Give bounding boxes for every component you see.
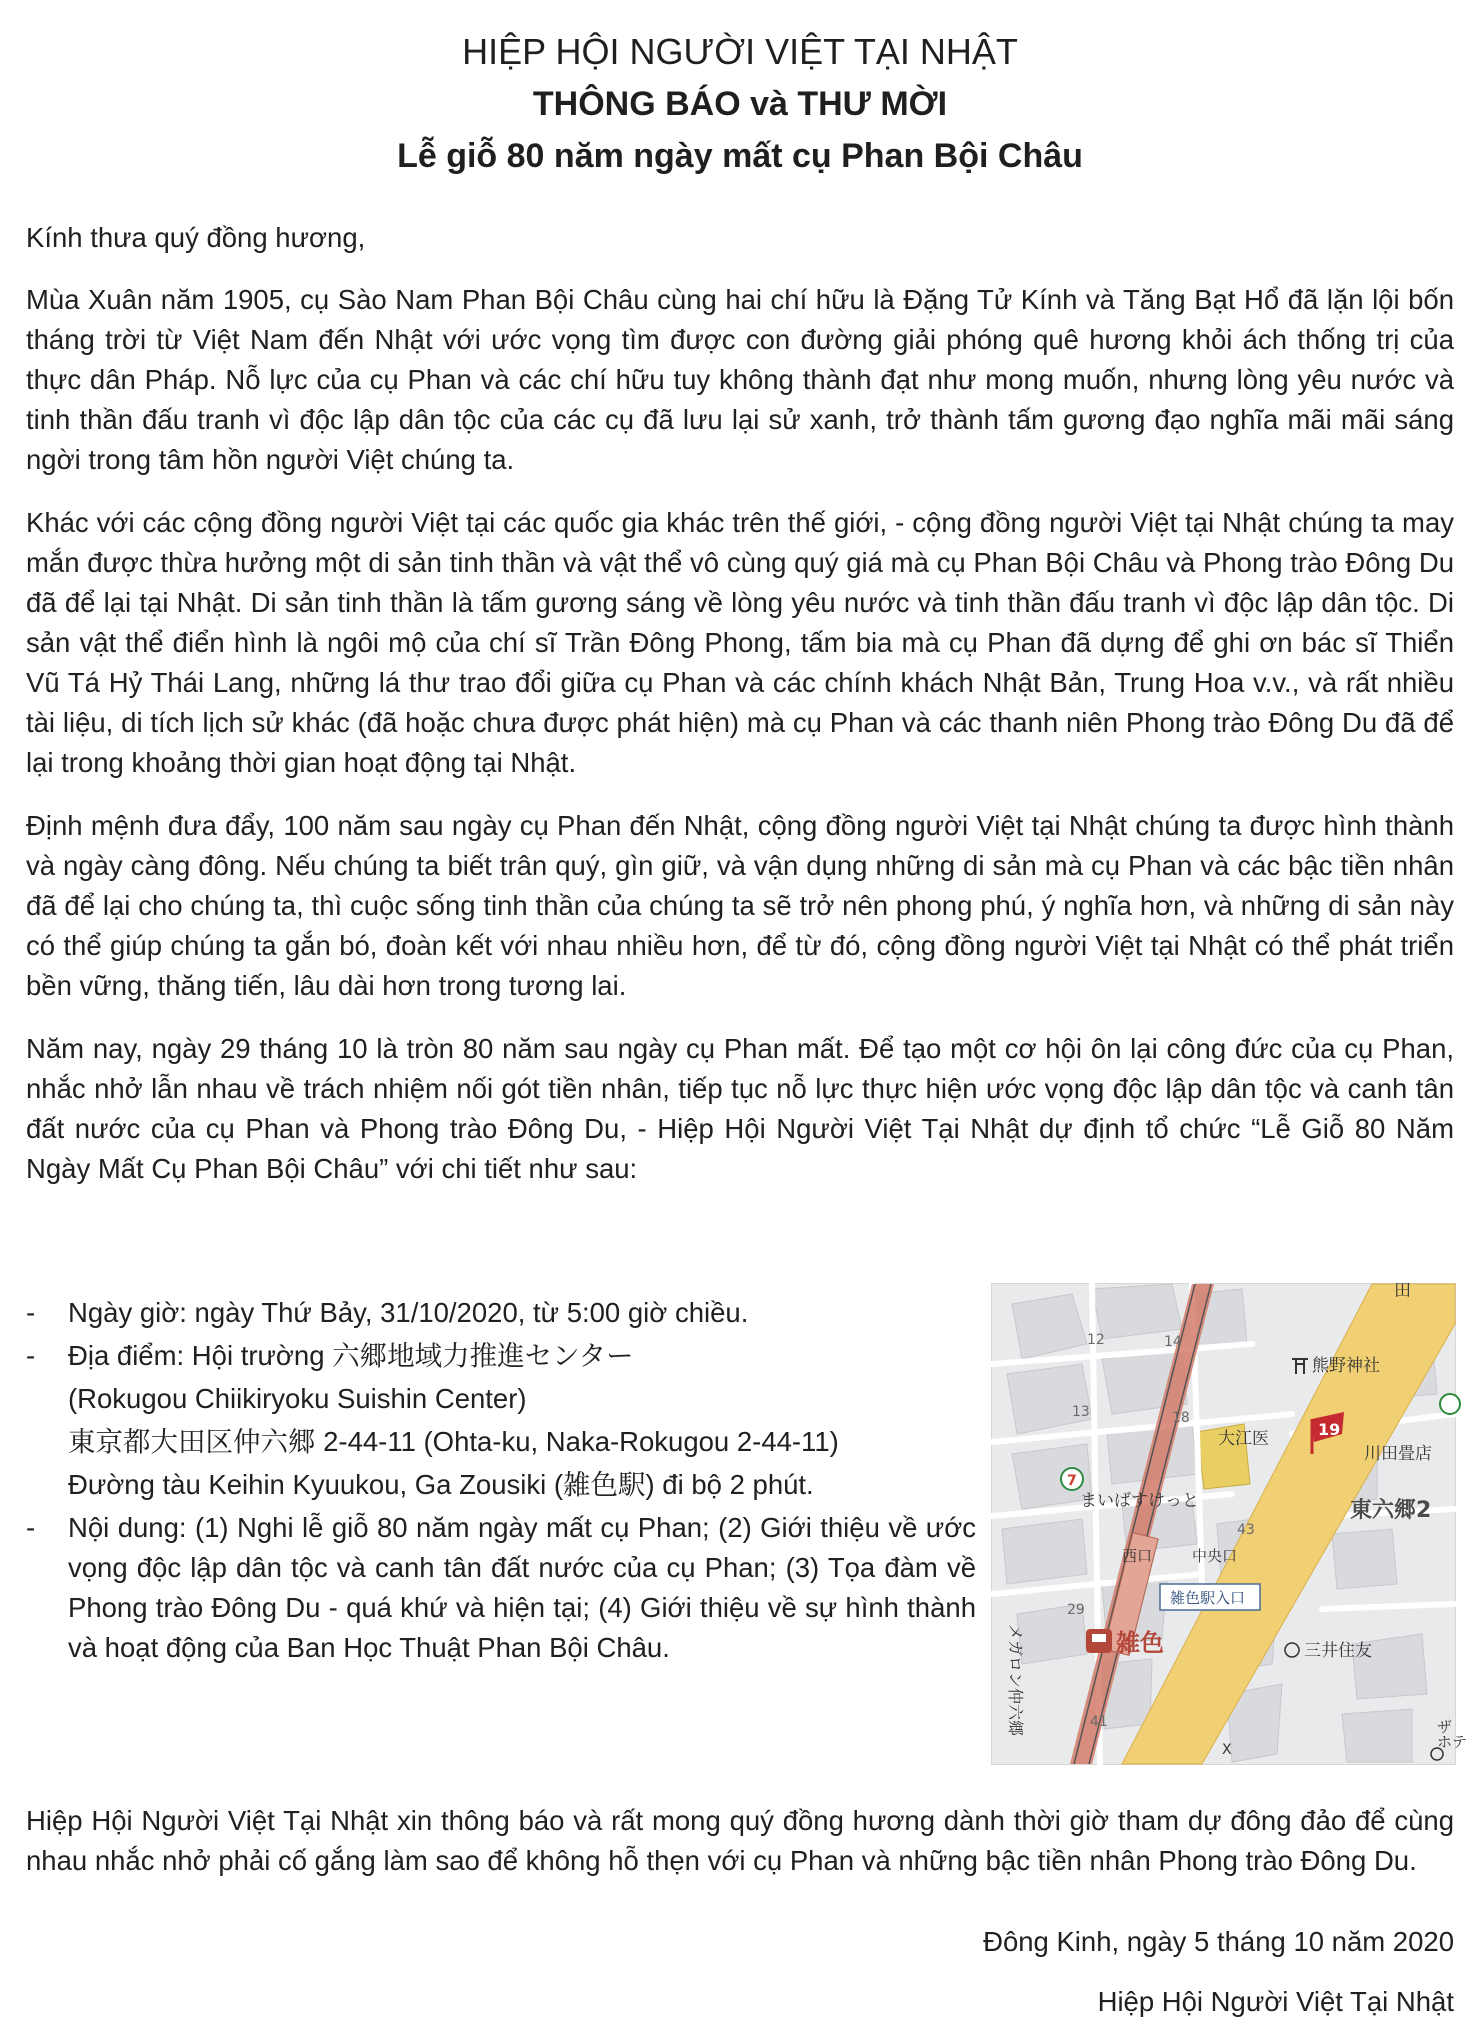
- paragraph-history: Mùa Xuân năm 1905, cụ Sào Nam Phan Bội Châu cùng hai chí hữu là Đặng Tử Kính và Tăng Bạt Hổ đã lặn lội bốn tháng trời từ Việt Nam đến Nhật với ước vọng tìm được con đường giải phóng quê hương khỏi ách thống trị của thực dân Pháp. Nỗ lực của cụ Phan và các chí hữu tuy không thành đạt như mong muốn, nhưng lòng yêu nước và tinh thần đấu tranh vì độc lập dân tộc của các cụ đã lưu lại sử xanh, trở thành tấm gương đạo nghĩa mãi mãi sáng ngời trong tâm hồn người Việt chúng ta.: [26, 284, 1454, 475]
- detail-content: Nội dung: (1) Nghi lễ giỗ 80 năm ngày mất cụ Phan; (2) Giới thiệu về ước vọng độc lập dân tộc và canh tân đất nước của cụ Phan; (3) Tọa đàm về Phong trào Đông Du - quá khứ và hiện tại; (4) Giới thiệu về sự hình thành và hoạt động của Ban Học Thuật Phan Bội Châu.: [68, 1512, 976, 1663]
- document-title: THÔNG BÁO và THƯ MỜI: [532, 85, 948, 123]
- green-marker-icon: [1440, 1394, 1460, 1414]
- signature: Hiệp Hội Người Việt Tại Nhật: [1097, 1986, 1454, 2017]
- detail-venue-romaji: (Rokugou Chiikiryoku Suishin Center): [68, 1383, 527, 1414]
- map-label-mai-basket: まいばすけっと: [1080, 1491, 1199, 1511]
- map-label-oe-clinic: 大江医: [1218, 1429, 1269, 1449]
- paragraph-heritage: Khác với các cộng đồng người Việt tại các quốc gia khác trên thế giới, - cộng đồng người Việt tại Nhật chúng ta may mắn được thừa hưởng một di sản tinh thần và vật thể vô cùng quý giá mà cụ Phan Bội Châu và Phong trào Đông Du đã để lại tại Nhật. Di sản tinh thần là tấm gương sáng về lòng yêu nước và tinh thần đấu tranh vì độc lập dân tộc. Di sản vật thể điển hình là ngôi mộ của chí sĩ Trần Đông Phong, tấm bia mà cụ Phan đã dựng để ghi ơn bác sĩ Thiển Vũ Tá Hỷ Thái Lang, những lá thư trao đổi giữa cụ Phan và các chính khách Nhật Bản, Trung Hoa v.v., và rất nhiều tài liệu, di tích lịch sử khác (đã hoặc chưa được phát hiện) mà cụ Phan và các thanh niên Phong trào Đông Du đã để lại trong khoảng thời gian hoạt động tại Nhật.: [26, 507, 1454, 778]
- closing-paragraph: Hiệp Hội Người Việt Tại Nhật xin thông báo và rất mong quý đồng hương dành thời giờ tham dự đông đảo để cùng nhau nhắc nhở phải cố gắng làm sao để không hỗ thẹn với cụ Phan và những bậc tiền nhân Phong trào Đông Du.: [26, 1804, 1454, 1876]
- detail-time-row: [26, 1293, 976, 1333]
- map-label-kumano-jinja: 熊野神社: [1312, 1356, 1380, 1376]
- map-label-megalon: メガロン仲六郷: [1006, 1624, 1025, 1737]
- location-map: [991, 1281, 1468, 1765]
- block-number: 13: [1072, 1404, 1090, 1420]
- bullet-dash: -: [26, 1512, 36, 1543]
- detail-venue: Địa điểm: Hội trường 六郷地域力推進センター: [68, 1340, 634, 1371]
- document-header: [0, 26, 1480, 182]
- map-label-chuoguchi: 中央口: [1192, 1547, 1238, 1565]
- block-number: 14: [1164, 1334, 1182, 1350]
- letter-body: [26, 218, 1454, 1212]
- block-number: 29: [1067, 1602, 1085, 1618]
- block-number: 43: [1237, 1522, 1255, 1538]
- detail-content-row: [26, 1508, 976, 1668]
- paragraph-community: Định mệnh đưa đẩy, 100 năm sau ngày cụ Phan đến Nhật, cộng đồng người Việt tại Nhật chúng ta được hình thành và ngày càng đông. Nếu chúng ta biết trân quý, gìn giữ, và vận dụng những di sản mà cụ Phan và các bậc tiền nhân đã để lại cho chúng ta, thì cuộc sống tinh thần của chúng ta sẽ trở nên phong phú, ý nghĩa hơn, và những di sản này có thể giúp chúng ta gắn bó, đoàn kết với nhau nhiều hơn, để từ đó, cộng đồng người Việt tại Nhật có thể phát triển bền vững, thăng tiến, lâu dài hơn trong tương lai.: [26, 810, 1454, 1001]
- detail-venue-row: [26, 1336, 976, 1376]
- detail-address: 東京都大田区仲六郷 2-44-11 (Ohta-ku, Naka-Rokugou 2-44-11): [68, 1426, 839, 1457]
- seven-label: 7: [1067, 1473, 1077, 1489]
- map-label-higashi-rokugo: 東六郷2: [1350, 1498, 1432, 1523]
- block-number: 12: [1087, 1332, 1105, 1348]
- route-number-label: 19: [1318, 1420, 1341, 1439]
- map-label-ta: 田: [1394, 1281, 1411, 1301]
- map-label-ho: ホテ: [1437, 1733, 1468, 1751]
- svg-text:X: X: [1222, 1742, 1232, 1758]
- detail-time: Ngày giờ: ngày Thứ Bảy, 31/10/2020, từ 5:00 giờ chiều.: [68, 1297, 749, 1328]
- map-label-station-name: 雑色: [1116, 1629, 1164, 1657]
- block-number: 41: [1090, 1714, 1108, 1730]
- salutation: Kính thưa quý đồng hương,: [26, 222, 366, 253]
- map-label-kawata: 川田畳店: [1364, 1444, 1432, 1464]
- bullet-dash: -: [26, 1340, 36, 1371]
- block-number: 18: [1172, 1410, 1190, 1426]
- date-place: Đông Kinh, ngày 5 tháng 10 năm 2020: [983, 1926, 1454, 1957]
- map-label-nishiguchi: 西口: [1122, 1547, 1153, 1565]
- map-label-station-entrance: 雑色駅入口: [1170, 1589, 1246, 1607]
- map-label-za: ザ: [1437, 1718, 1453, 1736]
- event-details: [26, 1293, 976, 1668]
- document-subtitle: Lễ giỗ 80 năm ngày mất cụ Phan Bội Châu: [397, 137, 1083, 175]
- paragraph-announcement: Năm nay, ngày 29 tháng 10 là tròn 80 năm sau ngày cụ Phan mất. Để tạo một cơ hội ôn lại công đức của cụ Phan, nhắc nhở lẫn nhau về trách nhiệm nối gót tiền nhân, tiếp tục nỗ lực thực hiện ước vọng độc lập dân tộc và canh tân đất nước của cụ Phan và Phong trào Đông Du, - Hiệp Hội Người Việt Tại Nhật dự định tổ chức “Lễ Giỗ 80 Năm Ngày Mất Cụ Phan Bội Châu” với chi tiết như sau:: [26, 1033, 1454, 1184]
- map-label-mitsui: 三井住友: [1304, 1641, 1372, 1661]
- detail-access: Đường tàu Keihin Kyuukou, Ga Zousiki (雑色駅) đi bộ 2 phút.: [68, 1469, 814, 1500]
- organization-name: HIỆP HỘI NGƯỜI VIỆT TẠI NHẬT: [462, 31, 1018, 72]
- bullet-dash: -: [26, 1297, 36, 1328]
